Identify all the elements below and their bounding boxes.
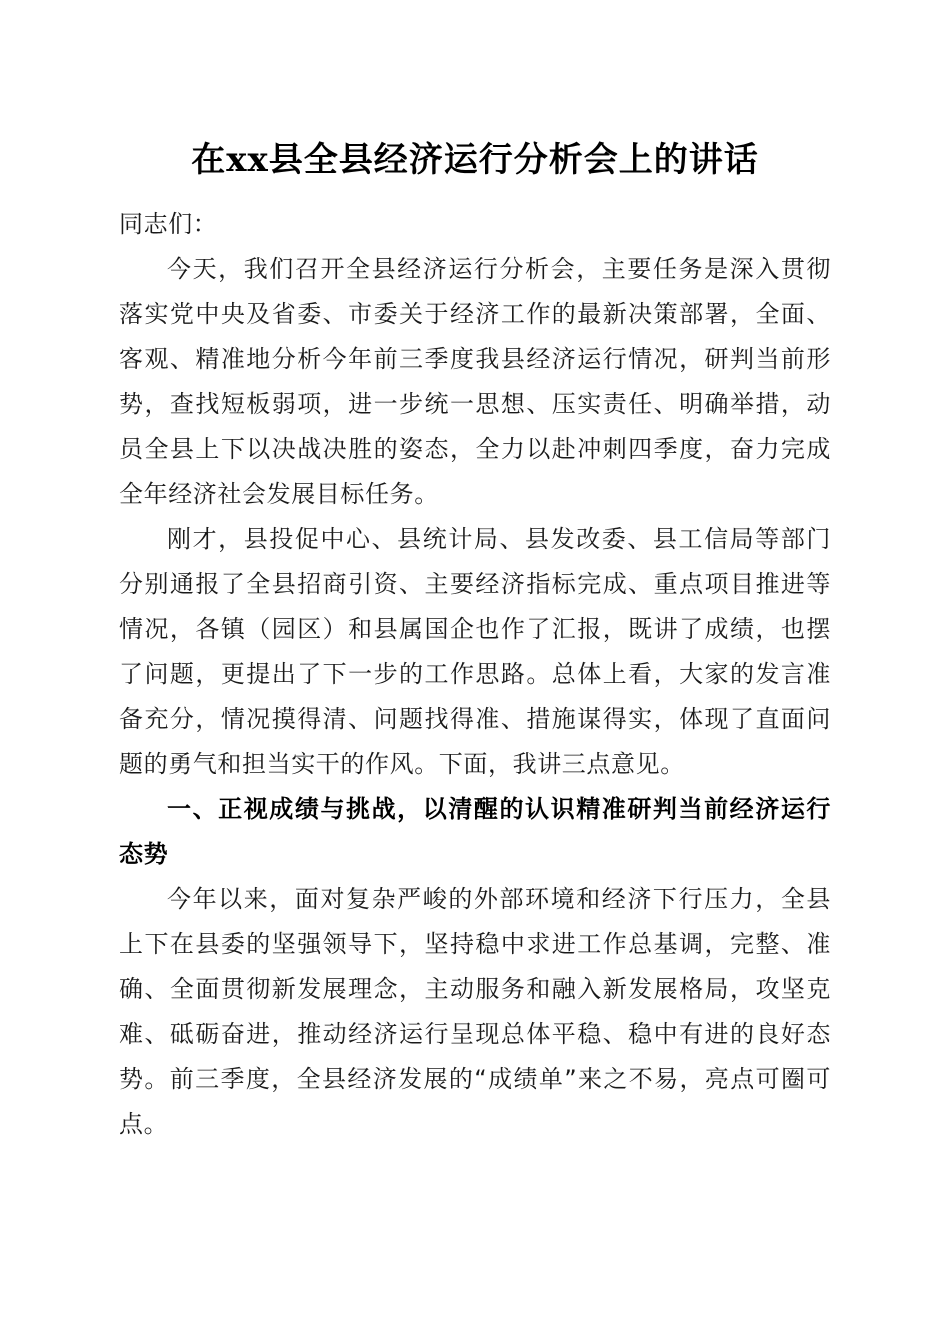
document-body [119, 200, 831, 1147]
paragraph-reports: 刚才，县投促中心、县统计局、县发改委、县工信局等部门分别通报了全县招商引资、主要经济指标完成、重点项目推进等情况，各镇（园区）和县属国企也作了汇报，既讲了成绩，也摆了问题，更提出了下一步的工作思路。总体上看，大家的发言准备充分，情况摸得清、问题找得准、措施谋得实，体现了直面问题的勇气和担当实干的作风。下面，我讲三点意见。 [119, 525, 831, 778]
paragraph-section-one: 今年以来，面对复杂严峻的外部环境和经济下行压力，全县上下在县委的坚强领导下，坚持稳中求进工作总基调，完整、准确、全面贯彻新发展理念，主动服务和融入新发展格局，攻坚克难、砥砺奋进，推动经济运行呈现总体平稳、稳中有进的良好态势。前三季度，全县经济发展的“成绩单”来之不易，亮点可圈可点。 [119, 885, 831, 1138]
section-heading: 一、正视成绩与挑战，以清醒的认识精准研判当前经济运行态势 [119, 795, 831, 868]
document-title: 在xx县全县经济运行分析会上的讲话 [191, 140, 759, 180]
greeting: 同志们： [119, 210, 218, 238]
paragraph-opening: 今天，我们召开全县经济运行分析会，主要任务是深入贯彻落实党中央及省委、市委关于经济工作的最新决策部署，全面、客观、精准地分析今年前三季度我县经济运行情况，研判当前形势，查找短板弱项，进一步统一思想、压实责任、明确举措，动员全县上下以决战决胜的姿态，全力以赴冲刺四季度，奋力完成全年经济社会发展目标任务。 [119, 255, 831, 508]
